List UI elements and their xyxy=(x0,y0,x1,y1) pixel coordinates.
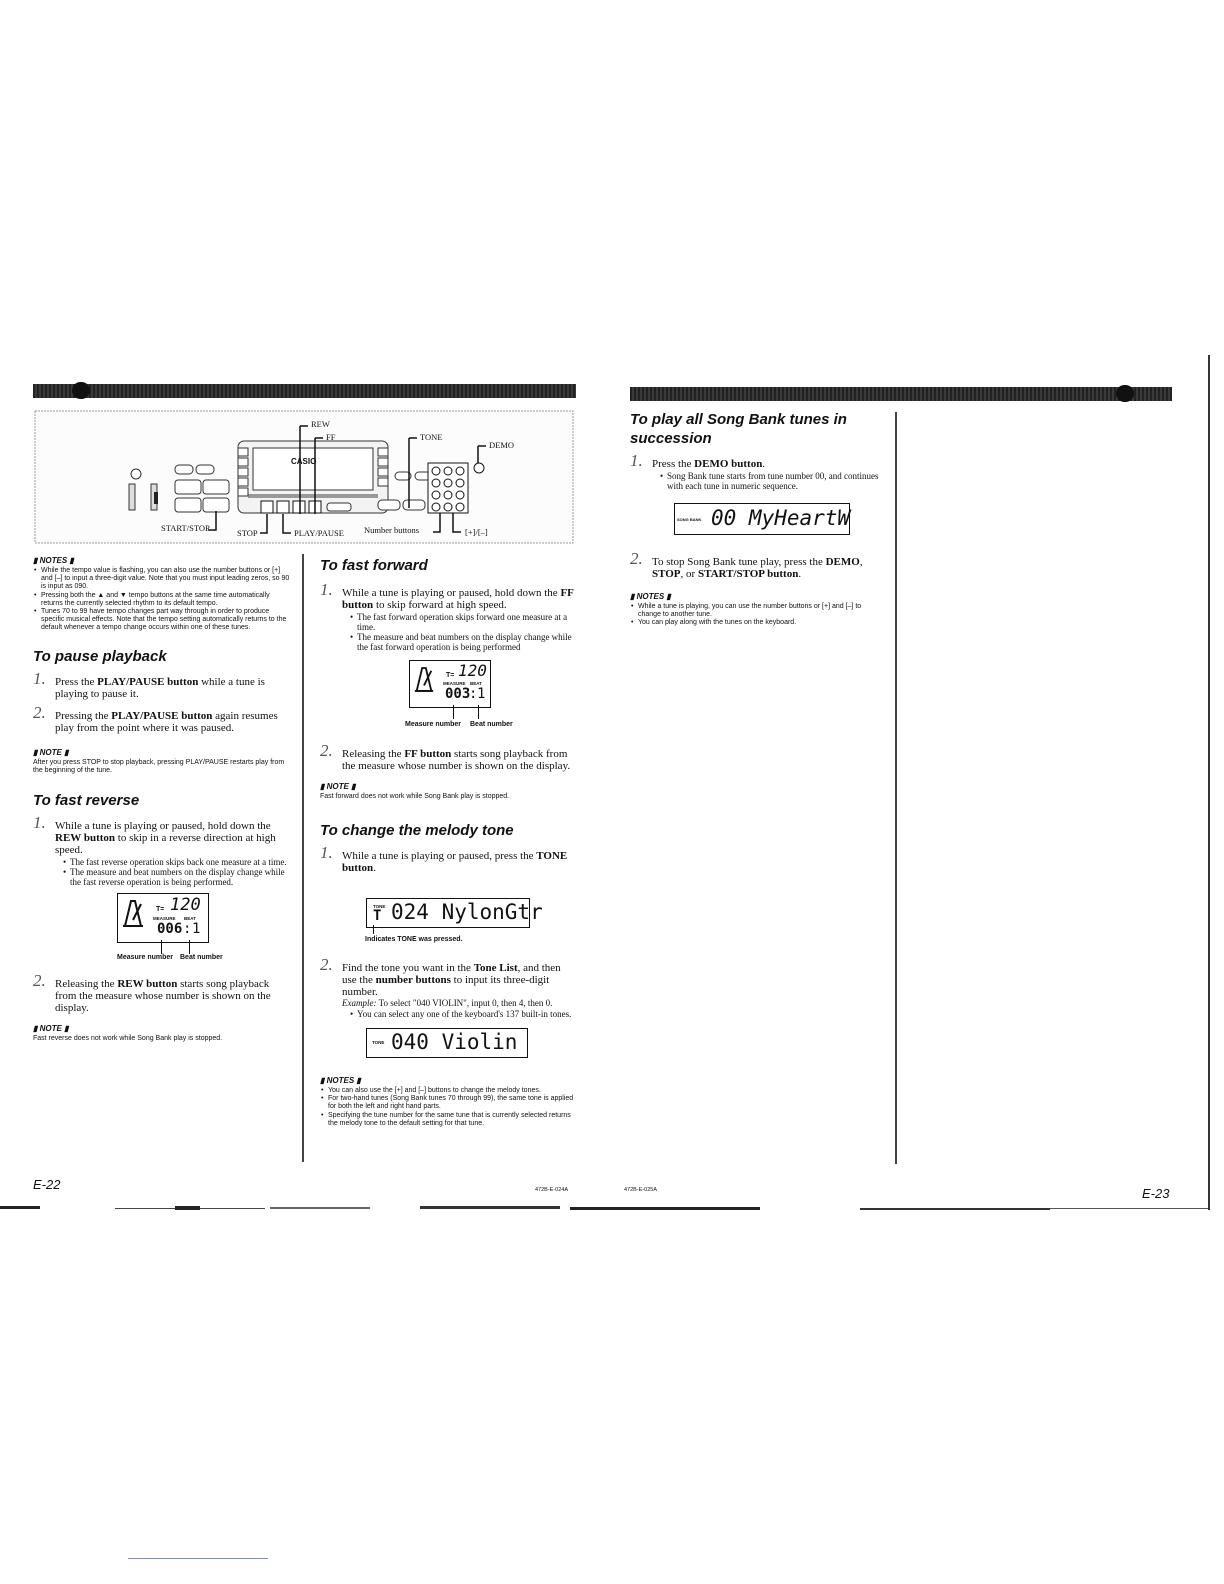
page-code-left: 472B-E-024A xyxy=(535,1187,569,1193)
melody-notes xyxy=(320,1087,578,1128)
pause-note-heading: ▮ NOTE ▮ xyxy=(33,747,69,757)
tempo-value: 120 xyxy=(170,895,201,915)
melody-notes-block xyxy=(320,1076,578,1128)
tempo-label: T= xyxy=(156,906,165,913)
bottom-rule-1 xyxy=(0,1206,40,1209)
keyboard-panel-diagram xyxy=(33,408,576,546)
forward-lcd-display xyxy=(409,660,491,708)
label-ff: FF xyxy=(326,432,336,442)
section-title-melody: To change the melody tone xyxy=(320,822,514,840)
right-edge-rule xyxy=(1208,355,1210,1210)
label-demo: DEMO xyxy=(489,440,515,450)
left-header-bar xyxy=(33,384,576,398)
column-rule-left xyxy=(302,554,304,1162)
step-number: 1. xyxy=(320,843,333,863)
succession-notes xyxy=(630,603,885,628)
label-tone: TONE xyxy=(420,432,443,442)
succession-bullets xyxy=(652,471,885,491)
caption-tone-pressed: Indicates TONE was pressed. xyxy=(365,936,463,943)
caption-beat-number: Beat number xyxy=(470,721,513,728)
pause-note: After you press STOP to stop playback, pressing PLAY/PAUSE restarts play from the beginning of the tune. xyxy=(33,758,285,774)
forward-note-heading: ▮ NOTE ▮ xyxy=(320,782,356,791)
panel-brand: CASIO xyxy=(291,457,317,466)
middle-column-lower xyxy=(320,741,578,875)
forward-lcd-leader-beat xyxy=(478,705,479,719)
succession-notes-heading: ▮ NOTES ▮ xyxy=(630,592,671,601)
note-item: • For two-hand tunes (Song Bank tunes 70 through 99), the same tone is applied for both the left and right hand parts. xyxy=(320,1095,578,1111)
reverse-note: Fast reverse does not work while Song Bank play is stopped. xyxy=(33,1035,223,1042)
tone-indicator: T xyxy=(373,908,382,924)
step-number: 1. xyxy=(320,580,333,599)
reverse-lcd-display xyxy=(117,893,209,943)
tempo-label: T= xyxy=(446,672,455,679)
bottom-rule-7 xyxy=(860,1208,1050,1210)
melody-notes-heading: ▮ NOTES ▮ xyxy=(320,1076,361,1085)
left-column xyxy=(33,556,291,887)
bottom-rule-3 xyxy=(175,1206,200,1210)
song-bank-lcd-display xyxy=(674,503,850,535)
label-plus-minus: [+]/[–] xyxy=(465,527,488,537)
melody-step-2-block xyxy=(320,955,578,1019)
forward-bullets xyxy=(342,612,578,652)
step-number: 1. xyxy=(33,813,46,833)
bullet-item: • Song Bank tune starts from tune number 00, and continues with each tune in numeric sequence. xyxy=(660,471,885,491)
middle-column xyxy=(320,556,578,652)
succession-step-2: 2. To stop Song Bank tune play, press the DEMO, STOP, or START/STOP button. xyxy=(630,549,863,580)
bottom-rule-5 xyxy=(420,1206,560,1209)
melody-step-1: 1. While a tune is playing or paused, press the TONE button. xyxy=(320,843,568,875)
bullet-item: • The measure and beat numbers on the display change while the fast forward operation is being performed xyxy=(350,632,578,652)
panel-illustration xyxy=(33,408,576,546)
reverse-bullets xyxy=(55,857,291,887)
metronome-icon xyxy=(121,898,145,928)
step-number: 2. xyxy=(33,702,46,722)
note-item: • Tunes 70 to 99 have tempo changes part way through in order to produce specific musical effects. Note that the tempo setting automatically returns to the default whenever a tempo change occurs within one of these tunes. xyxy=(33,608,291,633)
bullet-item: • You can select any one of the keyboard's 137 built-in tones. xyxy=(350,1009,578,1019)
beat-value: 1 xyxy=(477,686,486,702)
right-header-bar xyxy=(630,387,1172,401)
bullet-item: • The measure and beat numbers on the display change while the fast reverse operation is being performed. xyxy=(63,867,291,887)
beat-separator: : xyxy=(183,921,192,937)
reverse-note-heading: ▮ NOTE ▮ xyxy=(33,1024,69,1033)
label-number-buttons: Number buttons xyxy=(364,525,420,535)
metronome-icon xyxy=(413,665,435,693)
section-title-succession: To play all Song Bank tunes in succession xyxy=(630,411,847,447)
caption-beat-number: Beat number xyxy=(180,954,223,961)
forward-step-2: 2. Releasing the FF button starts song playback from the measure whose number is shown on the display. xyxy=(320,741,571,772)
reverse-step-2: 2. Releasing the REW button starts song playback from the measure whose number is shown on the display. xyxy=(33,971,271,1014)
tone-label: TONE xyxy=(372,1040,385,1045)
label-rew: REW xyxy=(311,419,330,429)
tone-lcd-leader xyxy=(373,925,374,934)
pause-step-2: 2. Pressing the PLAY/PAUSE button again resumes play from the point where it was paused. xyxy=(33,702,278,734)
bullet-item: • The fast forward operation skips forward one measure at a time. xyxy=(350,612,578,632)
tempo-value: 120 xyxy=(458,661,487,680)
label-start-stop: START/STOP xyxy=(161,523,210,533)
tone-lcd-display-2 xyxy=(366,1028,528,1058)
note-item: • While a tune is playing, you can use the number buttons or [+] and [–] to change to another tune. xyxy=(630,603,885,619)
page-number-right: E-23 xyxy=(1142,1186,1170,1201)
reverse-step-1: 1. While a tune is playing or paused, hold down the REW button to skip in a reverse direction at high speed. • The fast reverse operation skips back one measure at a time. • The measure and beat numbers on the display change while the fast reverse operation is being performed. xyxy=(33,820,291,887)
forward-note: Fast forward does not work while Song Bank play is stopped. xyxy=(320,793,510,800)
bottom-rule-8 xyxy=(1050,1208,1210,1209)
column-rule-right xyxy=(895,412,897,1164)
bottom-blue-rule xyxy=(128,1558,268,1559)
note-item: • Specifying the tune number for the same tune that is currently selected returns the melody tone to the default setting for that tune. xyxy=(320,1112,578,1128)
tempo-notes xyxy=(33,567,291,633)
forward-step-1: 1. While a tune is playing or paused, hold down the FF button to skip forward at high speed. • The fast forward operation skips forward one measure at a time. • The measure and beat numbers on the display change while the fast forward operation is being performed xyxy=(320,587,578,652)
page-code-right: 472B-E-025A xyxy=(624,1187,658,1193)
label-stop: STOP xyxy=(237,528,258,538)
step-number: 1. xyxy=(630,451,643,470)
tone-label: TONE xyxy=(373,904,386,909)
caption-measure-number: Measure number xyxy=(117,954,174,961)
succession-step-1: 1. Press the DEMO button. • Song Bank tune starts from tune number 00, and continues with each tune in numeric sequence. xyxy=(630,458,885,491)
beat-label: BEAT xyxy=(184,916,196,921)
bottom-rule-4 xyxy=(270,1207,370,1209)
pause-step-1: 1. Press the PLAY/PAUSE button while a tune is playing to pause it. xyxy=(33,668,265,700)
right-column-lower xyxy=(630,549,885,628)
reverse-lcd-leader-measure xyxy=(161,940,162,954)
song-bank-display-text: 00 MyHeartW xyxy=(711,506,851,530)
section-title-reverse: To fast reverse xyxy=(33,792,140,810)
tone-display-text: 024 NylonGtr xyxy=(391,900,543,924)
measure-label: MEASURE xyxy=(153,916,176,921)
example-text: Example: To select "040 VIOLIN", input 0, then 4, then 0. xyxy=(342,998,553,1008)
right-column xyxy=(630,410,885,491)
note-item: • While the tempo value is flashing, you can also use the number buttons or [+] and [–] to input a three-digit value. Note that you must input leading zeros, so 90 is input as 090. xyxy=(33,567,291,592)
note-item: • Pressing both the ▲ and ▼ tempo buttons at the same time automatically returns the currently selected rhythm to its default tempo. xyxy=(33,592,291,608)
page-number-left: E-22 xyxy=(33,1177,61,1192)
note-item: • You can play along with the tunes on the keyboard. xyxy=(630,619,885,627)
tone-display-text: 040 Violin xyxy=(391,1030,518,1054)
song-bank-label: SONG BANK xyxy=(677,517,702,522)
step-number: 1. xyxy=(33,668,46,688)
section-title-pause: To pause playback xyxy=(33,647,167,665)
reverse-lcd-leader-beat xyxy=(189,940,190,954)
forward-lcd-leader-measure xyxy=(453,705,454,719)
caption-measure-number: Measure number xyxy=(405,721,462,728)
beat-value: 1 xyxy=(192,921,201,937)
measure-value: 003 xyxy=(445,686,471,702)
note-item: • You can also use the [+] and [–] buttons to change the melody tones. xyxy=(320,1087,578,1095)
left-header-ornament xyxy=(72,382,90,399)
step-number: 2. xyxy=(320,741,333,760)
bullet-item: • The fast reverse operation skips back one measure at a time. xyxy=(63,857,291,867)
right-header-ornament xyxy=(1116,385,1134,402)
step-number: 2. xyxy=(320,955,333,974)
bottom-rule-6 xyxy=(570,1207,760,1210)
label-play-pause: PLAY/PAUSE xyxy=(294,528,344,538)
beat-separator: : xyxy=(469,686,478,702)
section-title-forward: To fast forward xyxy=(320,557,428,574)
tone-lcd-display-1 xyxy=(366,898,543,928)
melody-bullets xyxy=(342,1009,578,1019)
measure-label: MEASURE xyxy=(443,681,466,686)
step-number: 2. xyxy=(33,971,46,990)
step-number: 2. xyxy=(630,549,643,568)
measure-value: 006 xyxy=(157,921,183,937)
notes-heading: ▮ NOTES ▮ xyxy=(33,556,74,565)
beat-label: BEAT xyxy=(470,681,482,686)
left-column-lower xyxy=(33,971,291,1043)
melody-step-2: 2. Find the tone you want in the Tone List, and then use the number buttons to input its three-digit number. Example: To select "040 VIOLIN", input 0, then 4, then 0. • You can select any one of the keyboard's 137 built-in tones. xyxy=(320,962,578,1019)
